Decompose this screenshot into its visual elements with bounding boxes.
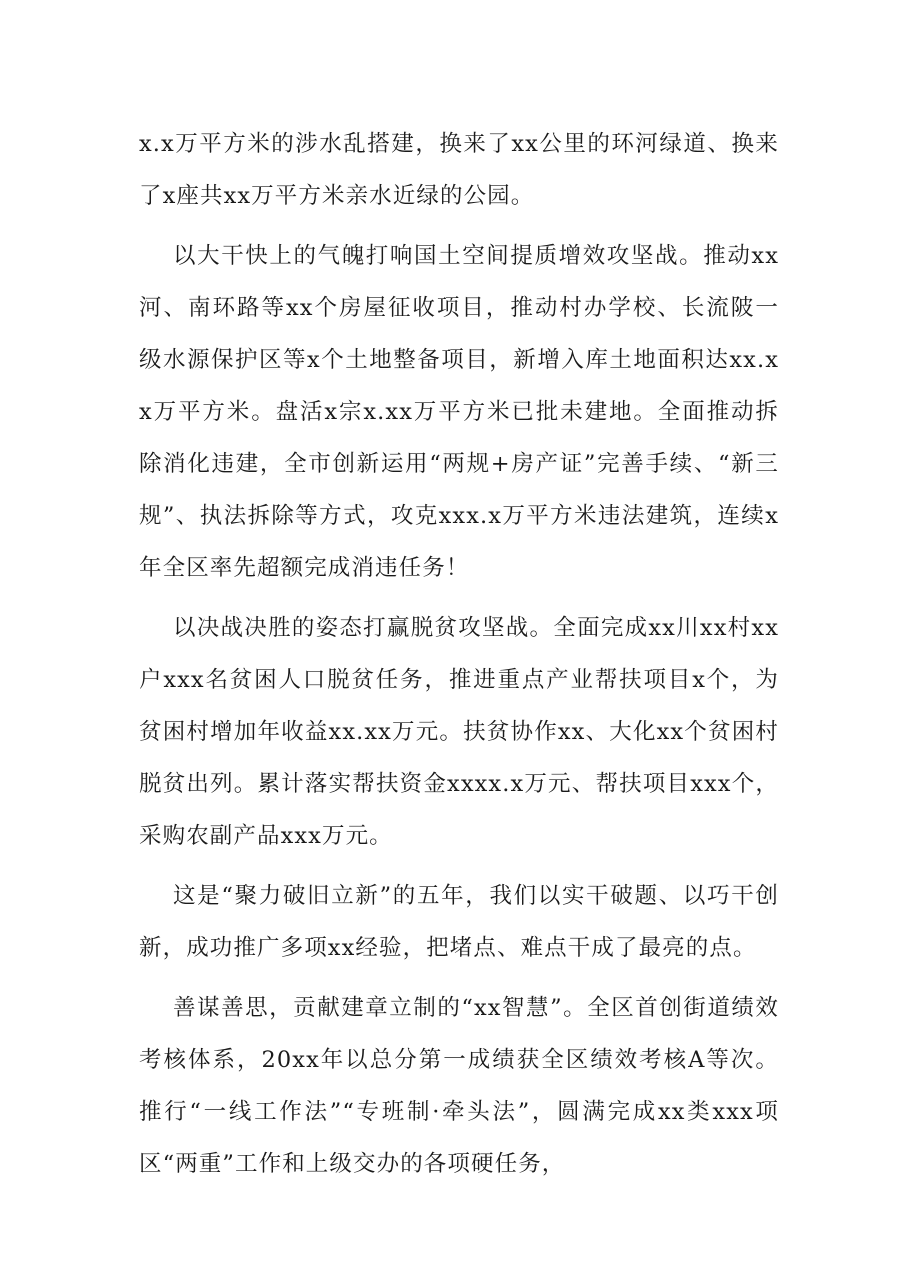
paragraph-3: 以决战决胜的姿态打赢脱贫攻坚战。全面完成xx川xx村xx户xxx名贫困人口脱贫任务，推进重点产业帮扶项目x个，为贫困村增加年收益xx.xx万元。扶贫协作xx、大化xx个贫困村脱贫出列。累计落实帮扶资金xxxx.x万元、帮扶项目xxx个，采购农副产品xxx万元。 <box>139 615 779 849</box>
paragraph-5: 善谋善思，贡献建章立制的“xx智慧”。全区首创街道绩效考核体系，20xx年以总分第一成绩获全区绩效考核A等次。推行“一线工作法”“专班制·牵头法”，圆满完成xx类xxx项区“两重”工作和上级交办的各项硬任务， <box>139 995 779 1177</box>
paragraph-4: 这是“聚力破旧立新”的五年，我们以实干破题、以巧干创新，成功推广多项xx经验，把堵点、难点干成了最亮的点。 <box>139 883 779 961</box>
document-page <box>139 118 779 1198</box>
paragraph-1: x.x万平方米的涉水乱搭建，换来了xx公里的环河绿道、换来了x座共xx万平方米亲水近绿的公园。 <box>139 131 779 209</box>
paragraph-2: 以大干快上的气魄打响国土空间提质增效攻坚战。推动xx河、南环路等xx个房屋征收项目，推动村办学校、长流陂一级水源保护区等x个土地整备项目，新增入库土地面积达xx.xx万平方米。盘活x宗x.xx万平方米已批未建地。全面推动拆除消化违建，全市创新运用“两规+房产证”完善手续、“新三规”、执法拆除等方式，攻克xxx.x万平方米违法建筑，连续x年全区率先超额完成消违任务！ <box>139 243 779 581</box>
